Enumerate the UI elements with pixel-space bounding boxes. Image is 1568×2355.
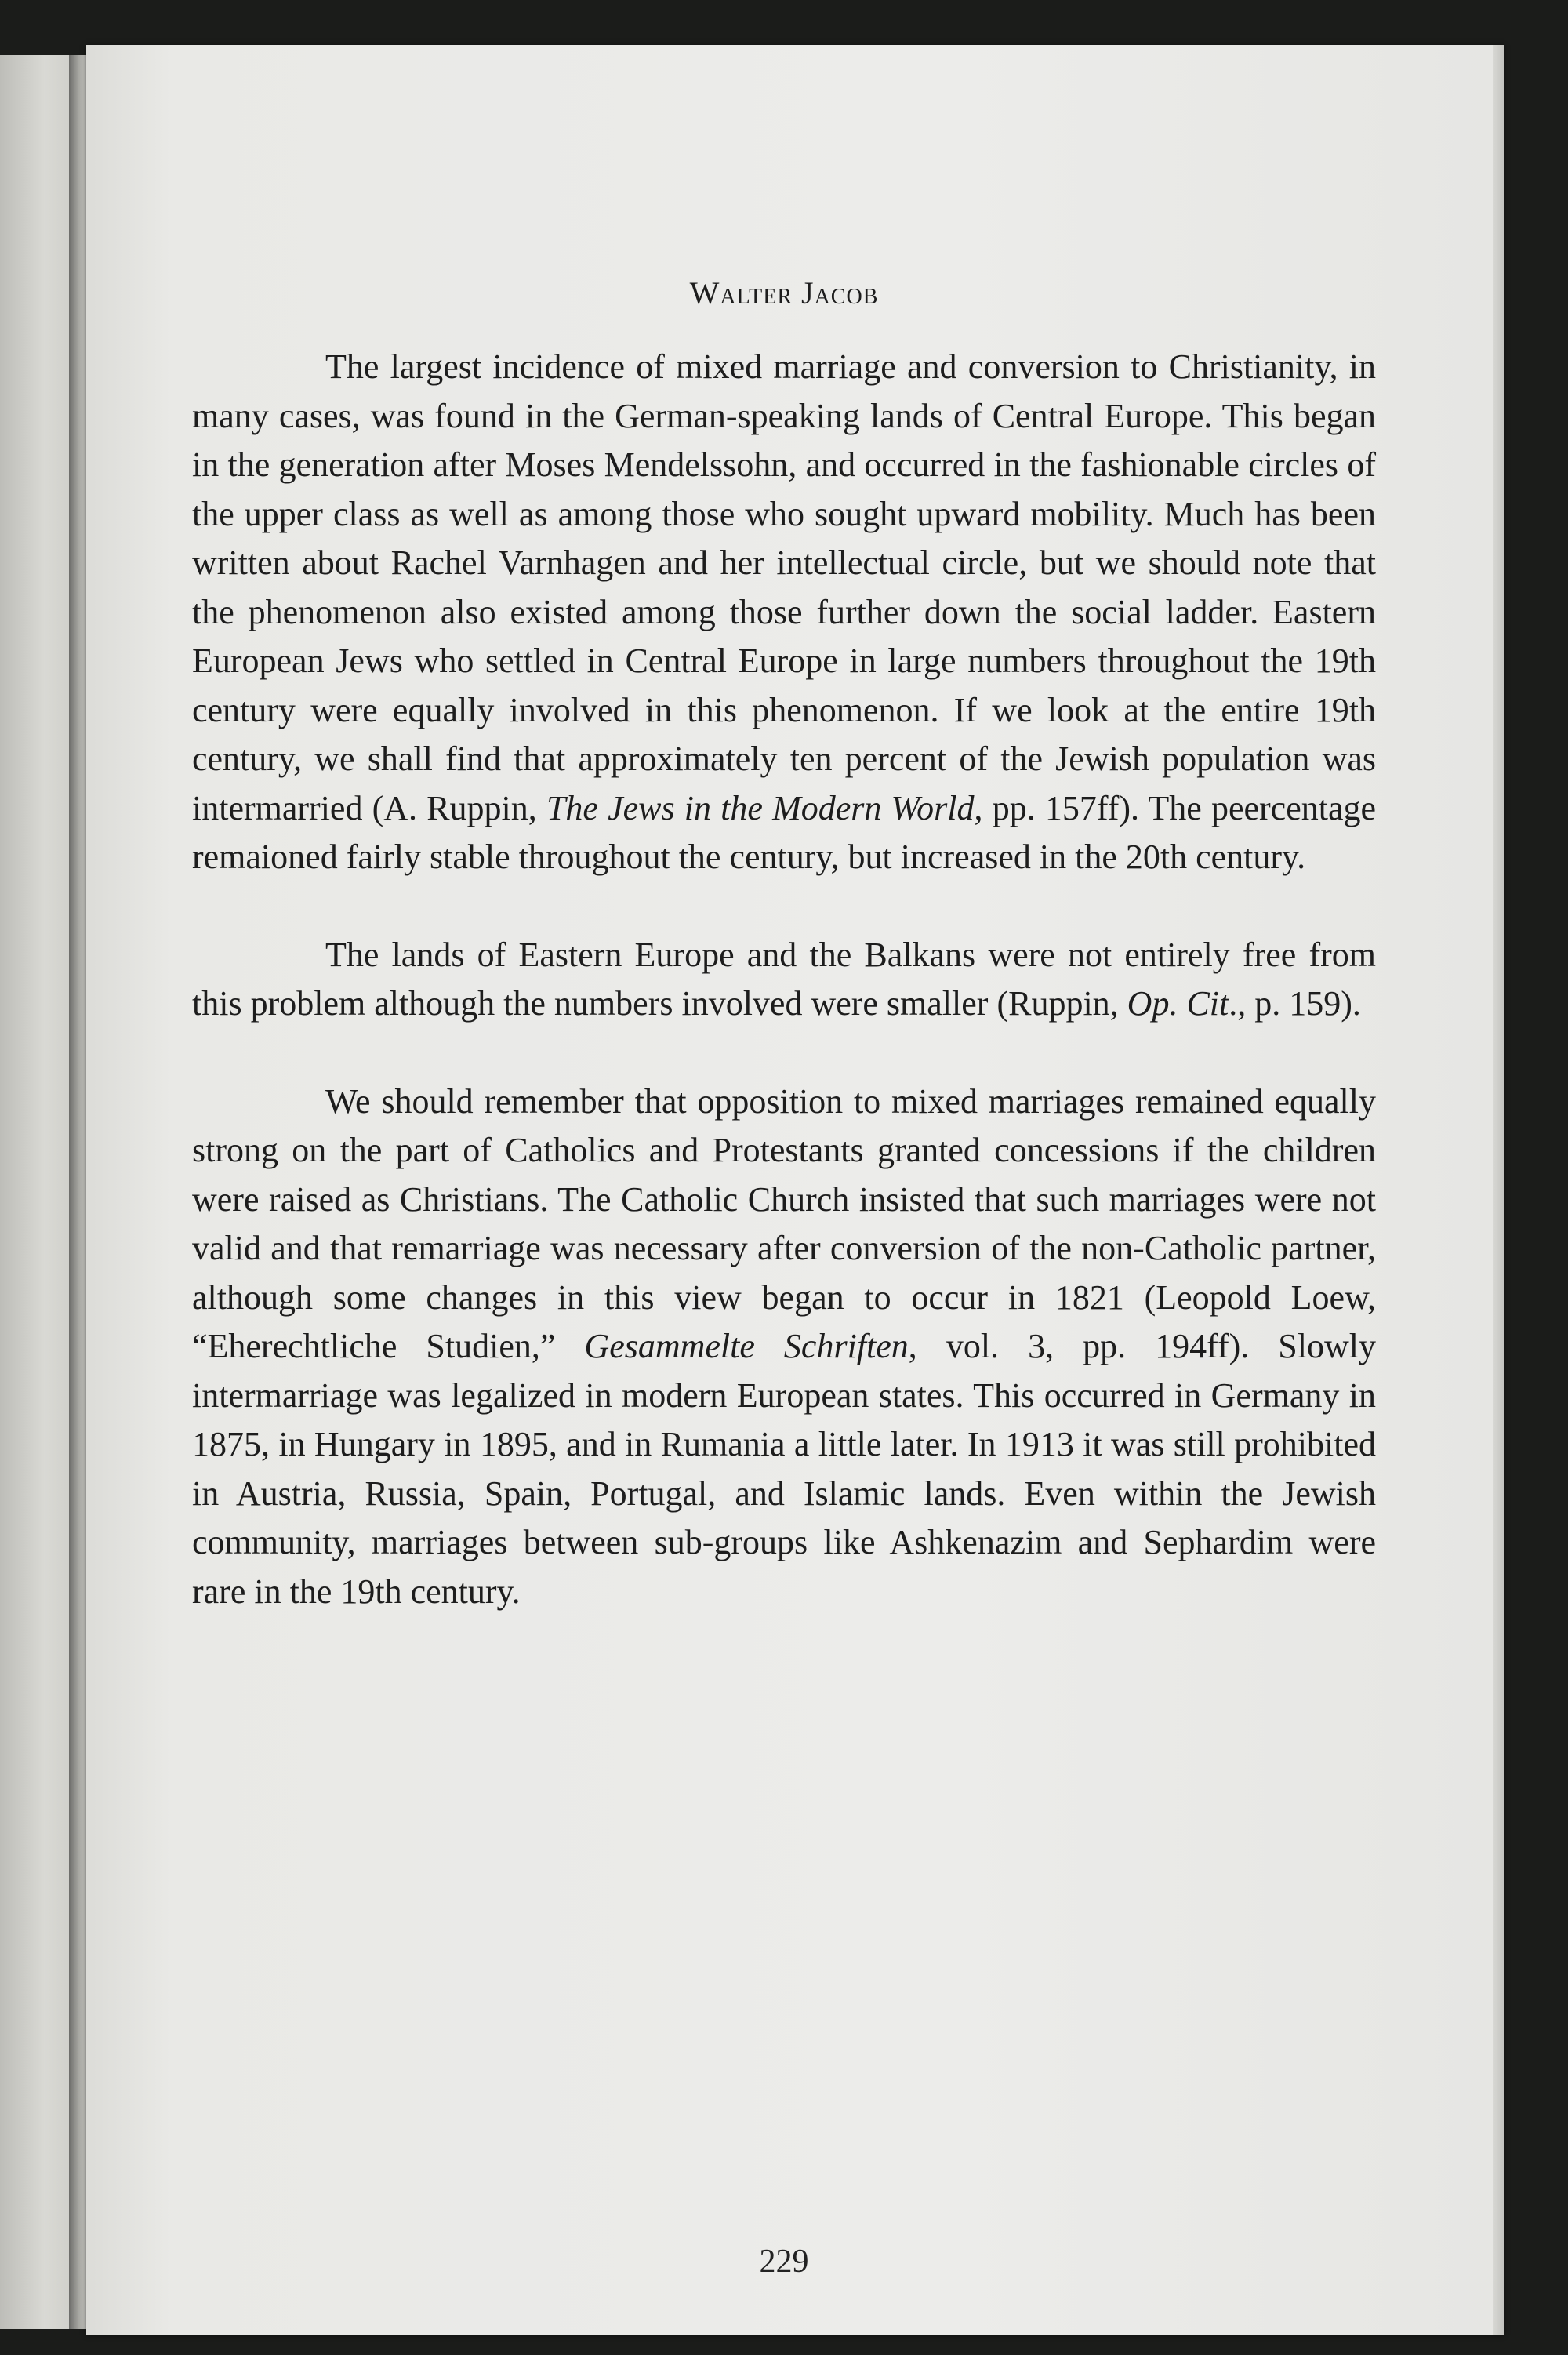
paragraph-1-text-b: , pp. 157ff). The peercentage remaioned fairly stable throughout the century, but increased in the 20th century. [192,788,1377,876]
paragraph-3-text-a: We should remember that opposition to mixed marriages remained equally strong on the part of Catholics and Protestants granted concessions if the children were raised as Christians. The Catholic Church insisted that such marriages were not valid and that remarriage was necessary after conversion of the non-Catholic partner, although some changes in this view began to occur in 1821 (Leopold Loew, “Eherechtliche Studien,” [192,1081,1376,1365]
running-head: Walter Jacob [689,275,879,311]
paragraph-3-text-b: , vol. 3, pp. 194ff). Slowly intermarriage was legalized in modern European states. This occurred in Germany in 1875, in Hungary in 1895, and in Rumania a little later. In 1913 it was still prohibited in Austria, Russia, Spain, Portugal, and Islamic lands. Even within the Jewish community, marriages between sub-groups like Ashkenazim and Sephardim were rare in the 19th century. [192,1327,1377,1611]
paragraph-3 [192,1078,1376,1617]
paragraph-1 [192,343,1376,882]
page-number: 229 [759,2244,809,2280]
paragraph-1-text-a: The largest incidence of mixed marriage and conversion to Christianity, in many cases, was found in the German-speaking lands of Central Europe. This began in the generation after Moses Mendelssohn, and occurred in the fashionable circles of the upper class as well as among those who sought upward mobility. Much has been written about Rachel Varnhagen and her intellectual circle, but we should note that the phenomenon also existed among those further down the social ladder. Eastern European Jews who settled in Central Europe in large numbers throughout the 19th century were equally involved in this phenomenon. If we look at the entire 19th century, we shall find that approximately ten percent of the Jewish population was intermarried (A. Ruppin, [192,347,1376,827]
paragraph-2 [192,931,1376,1029]
book-page [86,45,1504,2335]
facing-page-edge [0,55,74,2329]
paragraph-2-citation: Op. Cit [1127,984,1229,1023]
paragraph-1-book-title: The Jews in the Modern World [546,788,975,827]
page-content [192,274,1377,2280]
paragraph-3-book-title: Gesammelte Schriften [584,1327,909,1365]
page-edge [1493,45,1504,2335]
paragraph-2-text-a: The lands of Eastern Europe and the Balkans were not entirely free from this problem although the numbers involved were smaller (Ruppin, [192,935,1376,1023]
paragraph-2-text-b: ., p. 159). [1229,984,1361,1023]
